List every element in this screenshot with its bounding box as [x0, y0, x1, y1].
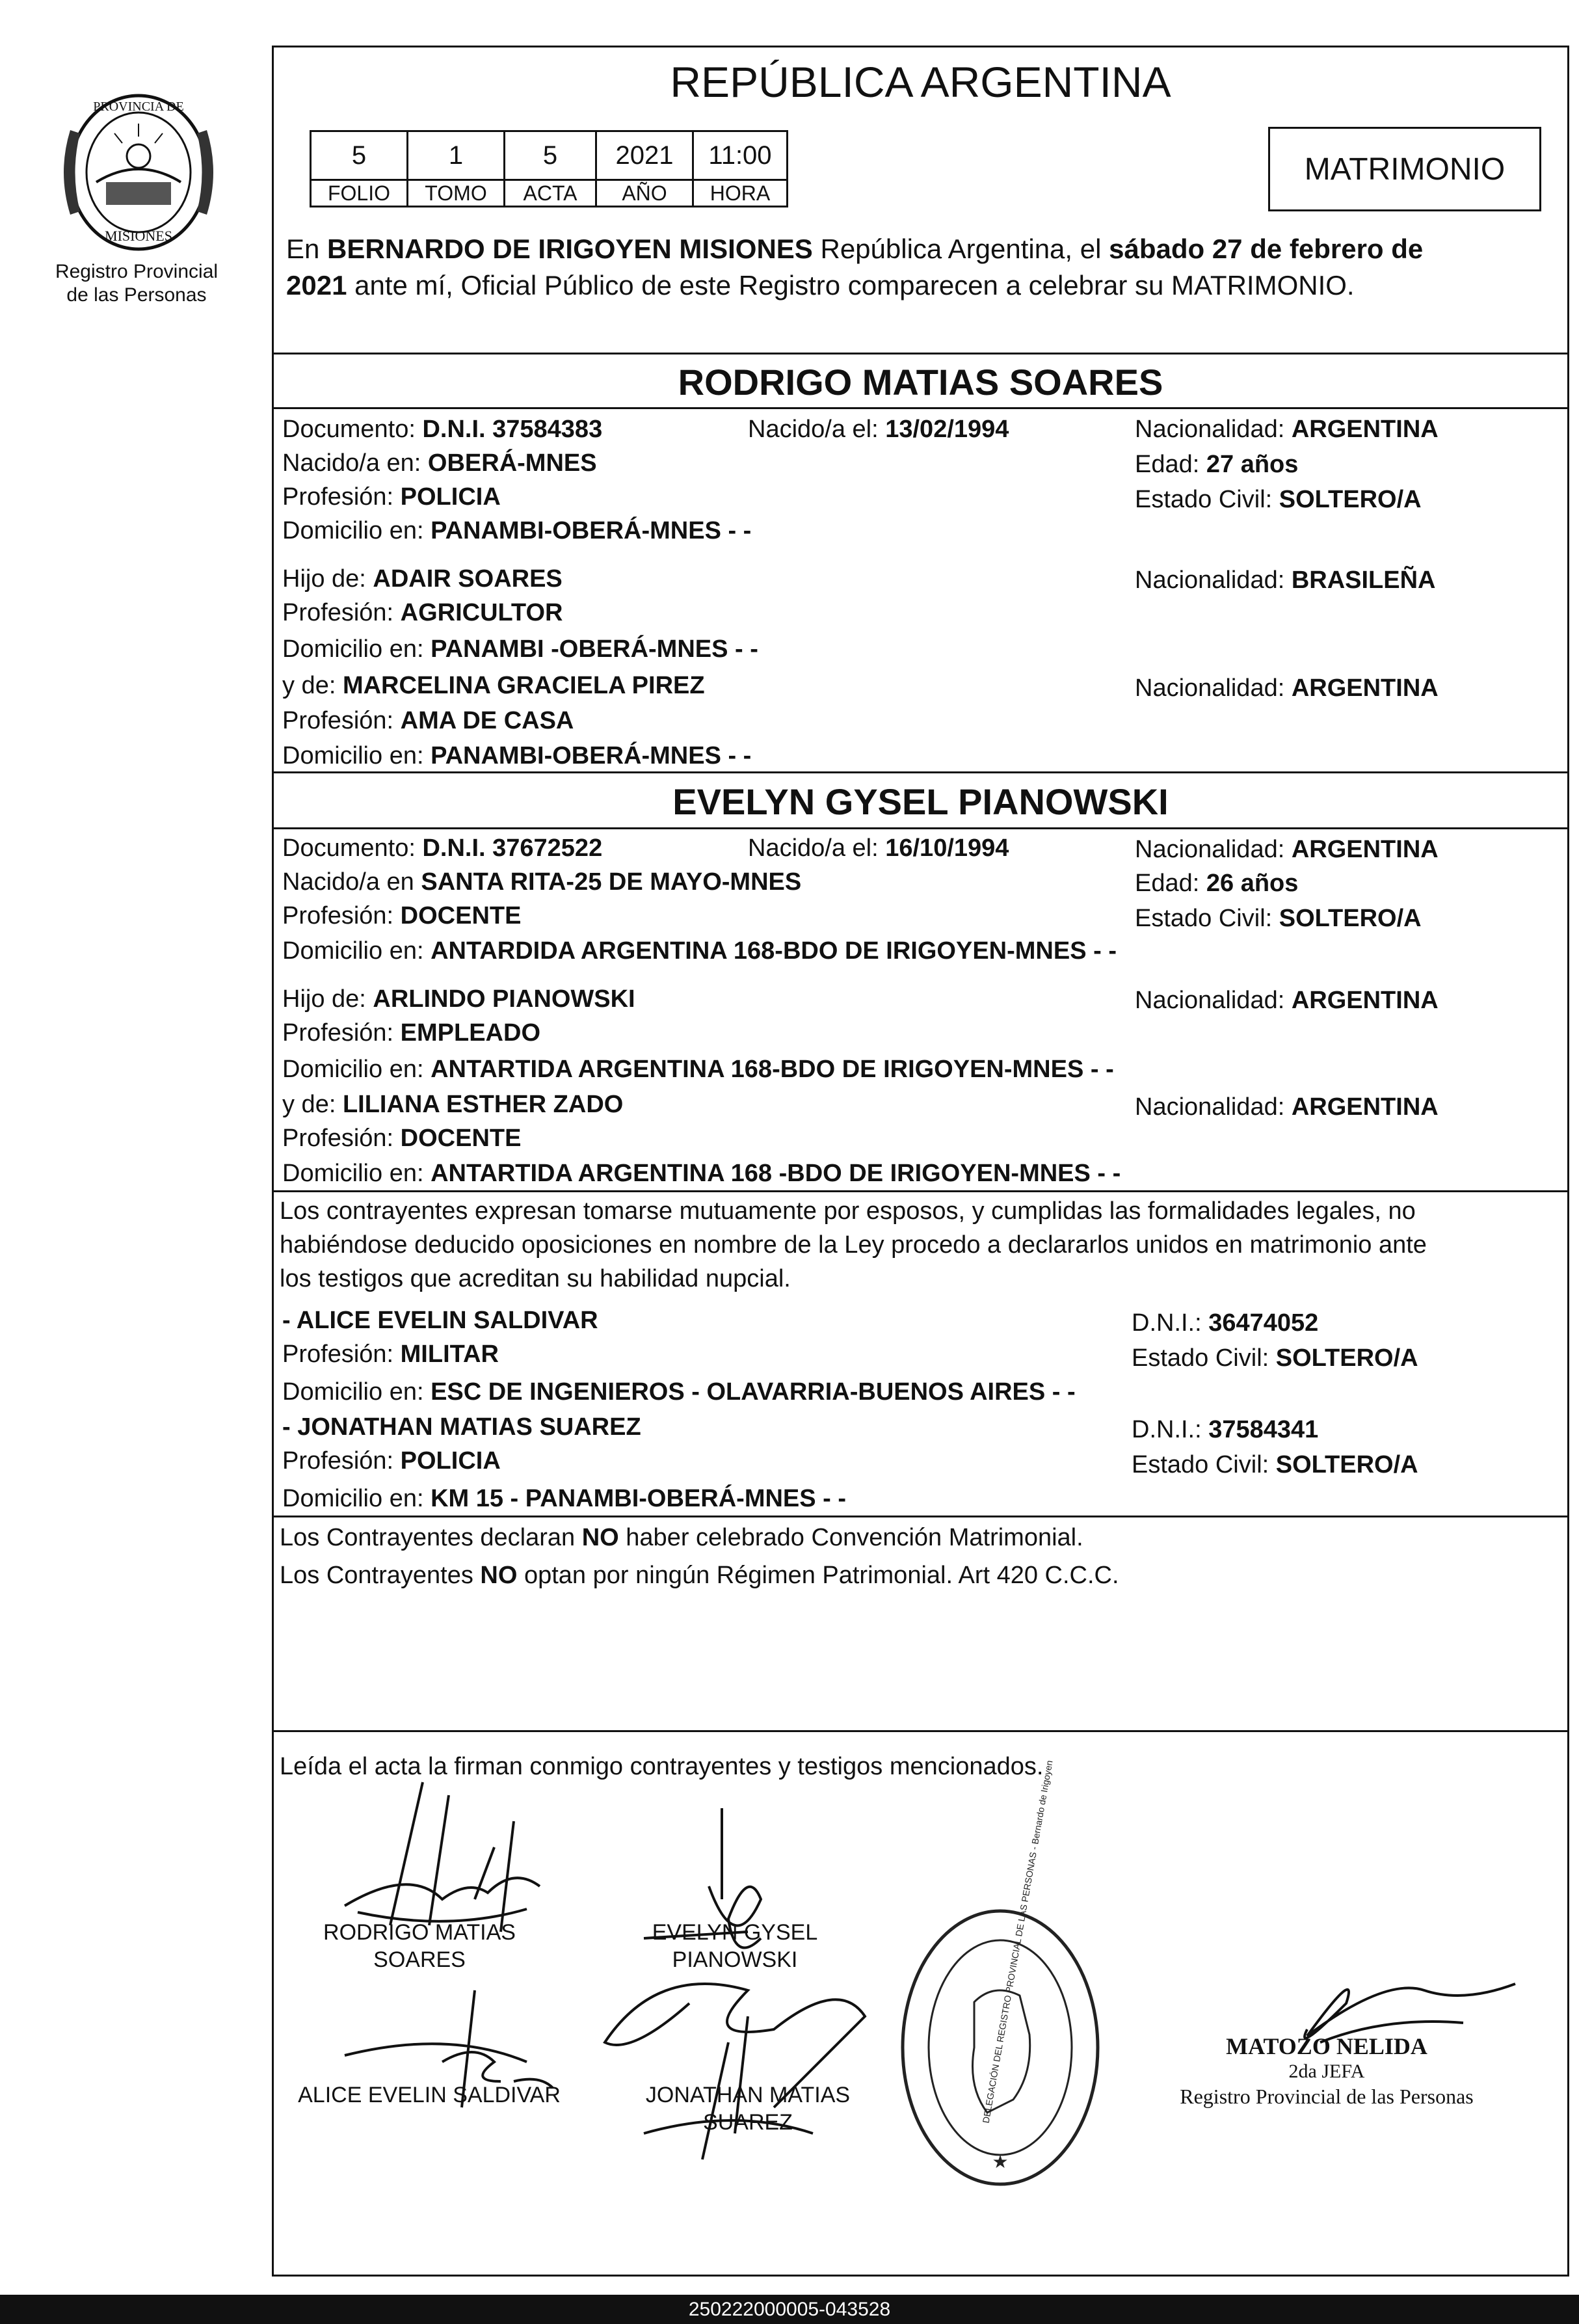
groom-mother: y de: MARCELINA GRACIELA PIREZ [282, 672, 705, 699]
intro-prefix: En [286, 234, 328, 264]
svg-text:MISIONES: MISIONES [105, 228, 172, 244]
stamp-text: DELEGACIÓN DEL REGISTRO PROVINCIAL DE LAS PERSONAS - Bernardo de Irigoyen [980, 1759, 1055, 2124]
convention-line2: Los Contrayentes NO optan por ningún Régimen Patrimonial. Art 420 C.C.C. [280, 1562, 1119, 1589]
bride-age: Edad: 26 años [1135, 870, 1299, 897]
groom-father: Hijo de: ADAIR SOARES [282, 565, 563, 593]
witness2-signature-label: JONATHAN MATIAS SUAREZ [645, 2083, 851, 2135]
official-name: MATOZO NELIDA [1226, 2033, 1427, 2059]
bride-mother-nationality: Nacionalidad: ARGENTINA [1135, 1093, 1439, 1121]
bride-profession: Profesión: DOCENTE [282, 902, 522, 929]
official-block [1158, 2033, 1496, 2109]
year-value: 2021 [596, 131, 693, 180]
bride-mother: y de: LILIANA ESTHER ZADO [282, 1091, 624, 1118]
witness2-dni: D.N.I.: 37584341 [1132, 1416, 1319, 1443]
tomo-value: 1 [408, 131, 505, 180]
declaration-text [280, 1194, 1567, 1296]
bride-documento: Documento: D.N.I. 37672522 [282, 835, 603, 862]
country-title: REPÚBLICA ARGENTINA [670, 58, 1171, 106]
official-stamp [896, 1759, 1104, 2191]
barcode-footer: 250222000005-043528 [0, 2295, 1579, 2324]
witness2-domicile: Domicilio en: KM 15 - PANAMBI-OBERÁ-MNES - - [282, 1485, 847, 1512]
bride-signature-label: EVELYN GYSEL PIANOWSKI [652, 1920, 818, 1972]
witness1-domicile: Domicilio en: ESC DE INGENIEROS - OLAVARRIA-BUENOS AIRES - - [282, 1378, 1076, 1406]
witness2-profession: Profesión: POLICIA [282, 1447, 501, 1475]
declaration-line2: habiéndose deducido oposiciones en nombre de la Ley procedo a declararlos unidos en matrimonio ante [280, 1231, 1427, 1259]
folio-value: 5 [311, 131, 408, 180]
groom-birthplace: Nacido/a en: OBERÁ-MNES [282, 449, 597, 477]
acta-label: ACTA [505, 180, 596, 207]
record-grid [310, 130, 788, 207]
groom-documento: Documento: D.N.I. 37584383 [282, 416, 603, 443]
registry-caption-line2: de las Personas [66, 284, 207, 306]
bride-civil-status: Estado Civil: SOLTERO/A [1135, 905, 1422, 932]
bride-father-domicile: Domicilio en: ANTARTIDA ARGENTINA 168-BDO DE IRIGOYEN-MNES - - [282, 1056, 1114, 1083]
intro-date: sábado 27 de febrero de [1109, 234, 1424, 264]
folio-label: FOLIO [311, 180, 408, 207]
tomo-label: TOMO [408, 180, 505, 207]
groom-mother-domicile: Domicilio en: PANAMBI-OBERÁ-MNES - - [282, 742, 752, 769]
province-seal [51, 85, 226, 260]
intro-mid: República Argentina, el [812, 234, 1109, 264]
hour-value: 11:00 [693, 131, 788, 180]
registry-caption-line1: Registro Provincial [55, 261, 219, 282]
year-label: AÑO [596, 180, 693, 207]
official-role: 2da JEFA [1288, 2061, 1365, 2082]
groom-nationality: Nacionalidad: ARGENTINA [1135, 416, 1439, 443]
witness1-profession: Profesión: MILITAR [282, 1341, 499, 1368]
record-type-box: MATRIMONIO [1268, 127, 1541, 211]
closing-text: Leída el acta la firman conmigo contrayentes y testigos mencionados. [280, 1753, 1044, 1780]
registry-caption [26, 260, 247, 307]
witness1-signature-label: ALICE EVELIN SALDIVAR [298, 2083, 561, 2107]
groom-mother-nationality: Nacionalidad: ARGENTINA [1135, 674, 1439, 702]
acta-value: 5 [505, 131, 596, 180]
witness1-name: - ALICE EVELIN SALDIVAR [282, 1307, 598, 1334]
groom-father-domicile: Domicilio en: PANAMBI -OBERÁ-MNES - - [282, 635, 758, 663]
groom-signature-label: RODRIGO MATIAS SOARES [323, 1920, 516, 1972]
bride-name-heading: EVELYN GYSEL PIANOWSKI [672, 781, 1169, 822]
bride-birthdate: Nacido/a el: 16/10/1994 [748, 835, 1009, 862]
witness2-civil-status: Estado Civil: SOLTERO/A [1132, 1451, 1418, 1478]
bride-mother-profession: Profesión: DOCENTE [282, 1125, 522, 1152]
groom-father-profession: Profesión: AGRICULTOR [282, 599, 563, 626]
declaration-line1: Los contrayentes expresan tomarse mutuamente por esposos, y cumplidas las formalidades legales, no [280, 1197, 1416, 1225]
witness1-dni: D.N.I.: 36474052 [1132, 1309, 1319, 1337]
bride-father-profession: Profesión: EMPLEADO [282, 1019, 541, 1047]
intro-text [286, 231, 1561, 304]
groom-birthdate: Nacido/a el: 13/02/1994 [748, 416, 1009, 443]
convention-line1: Los Contrayentes declaran NO haber celebrado Convención Matrimonial. [280, 1524, 1083, 1551]
groom-age: Edad: 27 años [1135, 451, 1299, 478]
bride-domicile: Domicilio en: ANTARDIDA ARGENTINA 168-BDO DE IRIGOYEN-MNES - - [282, 937, 1117, 965]
groom-signature-icon [345, 1782, 540, 1932]
groom-father-nationality: Nacionalidad: BRASILEÑA [1135, 567, 1436, 594]
declaration-line3: los testigos que acreditan su habilidad nupcial. [280, 1265, 791, 1292]
witness1-civil-status: Estado Civil: SOLTERO/A [1132, 1344, 1418, 1372]
witness2-name: - JONATHAN MATIAS SUAREZ [282, 1413, 641, 1441]
bride-nationality: Nacionalidad: ARGENTINA [1135, 836, 1439, 863]
bride-birthplace: Nacido/a en SANTA RITA-25 DE MAYO-MNES [282, 868, 802, 896]
official-org: Registro Provincial de las Personas [1180, 2085, 1474, 2108]
groom-domicile: Domicilio en: PANAMBI-OBERÁ-MNES - - [282, 517, 752, 544]
bride-father-nationality: Nacionalidad: ARGENTINA [1135, 987, 1439, 1014]
bride-father: Hijo de: ARLINDO PIANOWSKI [282, 985, 635, 1013]
intro-rest: ante mí, Oficial Público de este Registro comparecen a celebrar su MATRIMONIO. [347, 270, 1355, 301]
svg-text:PROVINCIA DE: PROVINCIA DE [93, 100, 184, 114]
seal-icon [51, 85, 226, 260]
groom-name-heading: RODRIGO MATIAS SOARES [678, 362, 1163, 403]
groom-profession: Profesión: POLICIA [282, 483, 501, 511]
groom-mother-profession: Profesión: AMA DE CASA [282, 707, 574, 734]
intro-place: BERNARDO DE IRIGOYEN MISIONES [327, 234, 813, 264]
bride-mother-domicile: Domicilio en: ANTARTIDA ARGENTINA 168 -BDO DE IRIGOYEN-MNES - - [282, 1160, 1121, 1187]
groom-civil-status: Estado Civil: SOLTERO/A [1135, 486, 1422, 513]
intro-year: 2021 [286, 270, 347, 301]
svg-text:★: ★ [992, 2151, 1009, 2172]
hour-label: HORA [693, 180, 788, 207]
